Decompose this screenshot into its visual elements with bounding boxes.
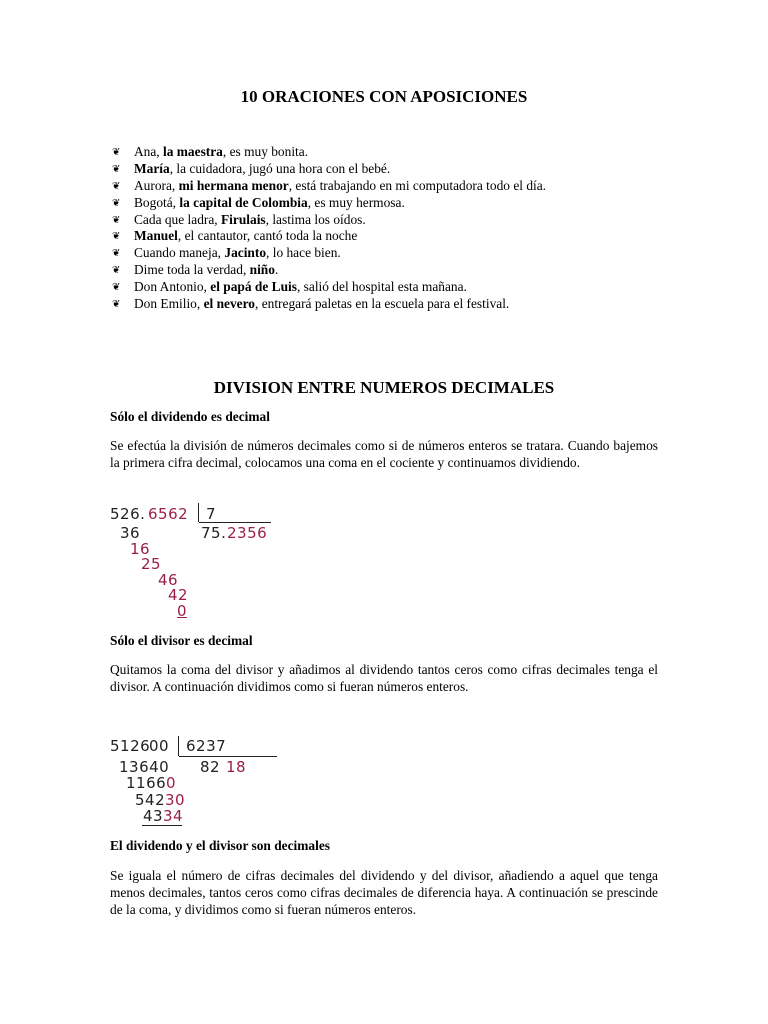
paragraph-divisor-decimal: Quitamos la coma del divisor y añadimos al dividendo tantos ceros como cifras decimales tenga el divisor. A continuación dividimos como si fueran números enteros.	[110, 662, 658, 694]
dividend-added-zeros: 00	[149, 737, 170, 755]
sentence-text: , lo hace bien.	[266, 245, 341, 261]
remainder-step: 542	[135, 791, 166, 809]
dividend-decimal: 6562	[148, 505, 189, 523]
apposition-sentence	[112, 228, 672, 245]
fleuron-bullet-icon: ❦	[112, 282, 121, 294]
remainder-step: 25	[141, 555, 162, 573]
apposition-highlight: María	[134, 160, 170, 176]
sentence-text: , entregará paletas en la escuela para el festival.	[255, 296, 510, 312]
remainder-step: 1166	[126, 774, 167, 792]
remainder-underline	[142, 825, 182, 826]
sentence-text: , salió del hospital esta mañana.	[296, 279, 467, 295]
apposition-highlight: el nevero	[203, 296, 255, 312]
sentence-text: Dime toda la verdad,	[134, 262, 250, 278]
remainder-step: 36	[120, 524, 141, 542]
sentence-text: Don Emilio,	[134, 296, 204, 312]
subheading-divisor-decimal: Sólo el divisor es decimal	[110, 633, 253, 648]
fleuron-bullet-icon: ❦	[112, 214, 121, 226]
fleuron-bullet-icon: ❦	[112, 265, 121, 277]
divisor: 6237	[186, 737, 227, 755]
apposition-highlight: la capital de Colombia	[179, 194, 308, 210]
sentence-text: Ana,	[134, 144, 164, 159]
paragraph-dividend-decimal: Se efectúa la división de números decimales como si de números enteros se tratara. Cuando bajemos la primera cifra decimal, colocamos una coma en el cociente y continuamos dividiendo.	[110, 438, 658, 470]
apposition-sentence	[112, 178, 672, 195]
fleuron-bullet-icon: ❦	[112, 299, 121, 311]
paragraph-both-decimal: Se iguala el número de cifras decimales del dividendo y del divisor, añadiendo a aquel que tenga menos decimales, tantos ceros como cifras decimales de diferencia haya. A continuación se prescinde de la coma, y dividimos como si fueran números enteros.	[110, 868, 658, 917]
apposition-sentence	[112, 279, 672, 296]
apposition-highlight: Firulais	[221, 211, 266, 227]
remainder-step-brought-down: 0	[166, 774, 177, 792]
dividend-digits: 5126	[110, 737, 151, 755]
division-bracket-horizontal	[179, 756, 277, 757]
division-bracket-vertical	[198, 503, 199, 522]
handwritten-division-1	[110, 500, 290, 625]
page-title: 10 ORACIONES CON APOSICIONES	[240, 87, 528, 106]
subheading-both-decimal: El dividendo y el divisor son decimales	[110, 838, 330, 853]
sentence-text: , es muy hermosa.	[307, 194, 405, 210]
remainder-step: 46	[158, 571, 179, 589]
quotient-decimal: 2356	[227, 524, 268, 542]
apposition-sentence	[112, 212, 672, 229]
apposition-sentence	[112, 245, 672, 262]
apposition-sentence-list	[112, 144, 672, 313]
divisor: 7	[206, 505, 217, 523]
sentence-text: Cada que ladra,	[134, 211, 221, 227]
apposition-sentence	[112, 161, 672, 178]
remainder-step: 13640	[119, 758, 170, 776]
fleuron-bullet-icon: ❦	[112, 197, 121, 209]
apposition-sentence	[112, 144, 672, 161]
remainder-step: 16	[130, 540, 151, 558]
sentence-text: Cuando maneja,	[134, 245, 225, 261]
sentence-text: , la cuidadora, jugó una hora con el bebé.	[169, 160, 391, 176]
remainder-final: 0	[177, 602, 188, 620]
division-bracket-vertical	[178, 736, 179, 756]
sentence-text: Don Antonio,	[134, 279, 211, 295]
remainder-step: 42	[168, 586, 189, 604]
sentence-text: , lastima los oídos.	[265, 211, 366, 227]
quotient-part: 82	[200, 758, 221, 776]
subheading-dividend-decimal: Sólo el dividendo es decimal	[110, 409, 270, 424]
apposition-highlight: Jacinto	[224, 245, 267, 261]
fleuron-bullet-icon: ❦	[112, 248, 121, 260]
apposition-sentence	[112, 195, 672, 212]
fleuron-bullet-icon: ❦	[112, 231, 121, 243]
sentence-text: Bogotá,	[134, 194, 180, 210]
apposition-sentence	[112, 296, 672, 313]
fleuron-bullet-icon: ❦	[112, 180, 121, 192]
apposition-highlight: niño	[249, 262, 275, 278]
apposition-highlight: mi hermana menor	[178, 177, 289, 193]
sentence-text: , está trabajando en mi computadora todo el día.	[288, 177, 547, 193]
sentence-text: , es muy bonita.	[222, 144, 309, 159]
quotient-part: 18	[226, 758, 247, 776]
handwritten-division-2	[110, 734, 310, 829]
remainder-step-final: 34	[163, 807, 184, 825]
apposition-sentence	[112, 262, 672, 279]
remainder-step-brought-down: 30	[165, 791, 186, 809]
remainder-step: 43	[143, 807, 164, 825]
sentence-text: Aurora,	[134, 177, 179, 193]
sentence-text: .	[274, 262, 279, 278]
dividend-integer: 526.	[110, 505, 146, 523]
quotient-integer: 75.	[201, 524, 227, 542]
apposition-highlight: la maestra	[163, 144, 223, 159]
apposition-highlight: Manuel	[134, 228, 178, 244]
sentence-text: , el cantautor, cantó toda la noche	[177, 228, 358, 244]
fleuron-bullet-icon: ❦	[112, 147, 121, 158]
fleuron-bullet-icon: ❦	[112, 163, 121, 175]
apposition-highlight: el papá de Luis	[210, 279, 297, 295]
section-title-decimal-division: DIVISION ENTRE NUMEROS DECIMALES	[213, 378, 555, 397]
